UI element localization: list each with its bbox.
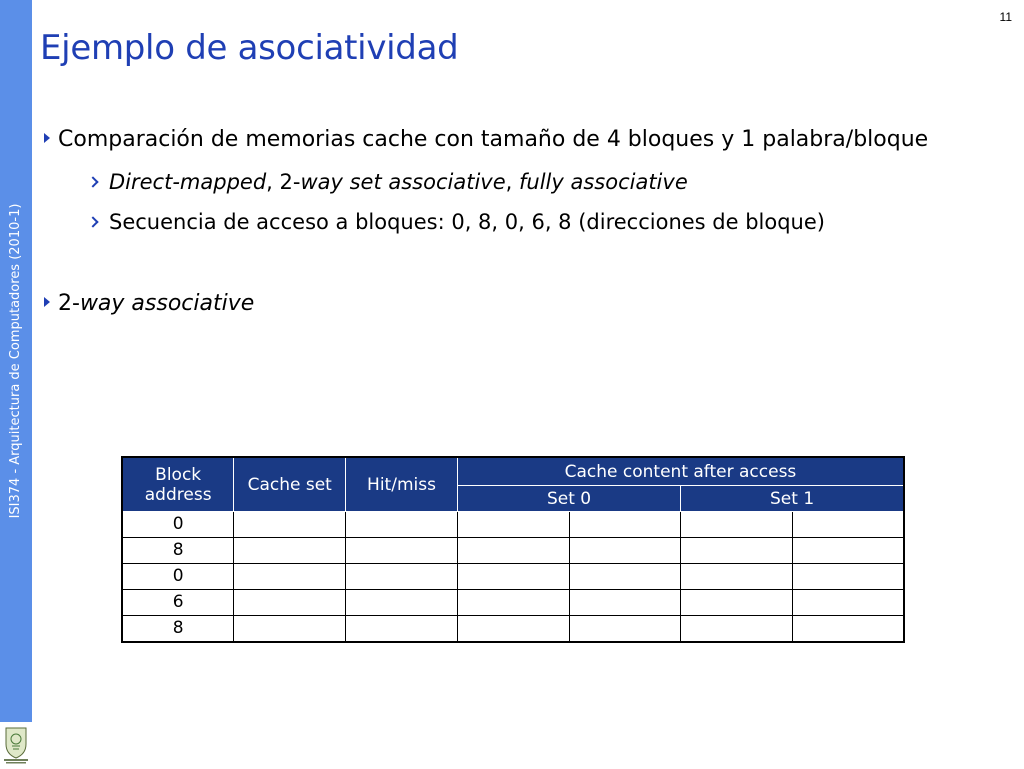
empty-cell — [792, 616, 904, 643]
empty-cell — [457, 564, 569, 590]
chevron-right-icon — [87, 216, 98, 227]
block-address-cell: 6 — [122, 590, 234, 616]
direct-mapped-text: Direct-mapped — [109, 170, 267, 194]
empty-cell — [234, 564, 346, 590]
course-label: ISI374 - Arquitectura de Computadores (2010-1) — [8, 203, 23, 519]
page-title: Ejemplo de asociatividad — [40, 28, 459, 68]
empty-cell — [569, 564, 681, 590]
header-set-0: Set 0 — [457, 486, 680, 512]
header-hit-miss: Hit/miss — [346, 457, 458, 512]
empty-cell — [346, 590, 458, 616]
empty-cell — [569, 538, 681, 564]
empty-cell — [346, 616, 458, 643]
sidebar-band — [0, 0, 32, 722]
empty-cell — [569, 512, 681, 538]
triangle-bullet-icon — [44, 133, 50, 143]
bullet-text: Secuencia de acceso a bloques: 0, 8, 0, 6, 8 (direcciones de bloque) — [109, 210, 825, 234]
empty-cell — [681, 616, 793, 643]
empty-cell — [346, 564, 458, 590]
block-address-cell: 8 — [122, 616, 234, 643]
sub-bullet-sequence — [91, 207, 825, 237]
header-set-1: Set 1 — [681, 486, 904, 512]
slide-number: 11 — [999, 10, 1012, 24]
table-row — [122, 564, 904, 590]
empty-cell — [346, 538, 458, 564]
bullet-comparison — [44, 125, 928, 155]
fully-associative-text: fully associative — [519, 170, 688, 194]
header-cache-content: Cache content after access — [457, 457, 904, 486]
empty-cell — [681, 512, 793, 538]
empty-cell — [569, 616, 681, 643]
chevron-right-icon — [87, 176, 98, 187]
empty-cell — [457, 590, 569, 616]
triangle-bullet-icon — [44, 297, 50, 307]
separator-text: , 2- — [266, 170, 301, 194]
table-row — [122, 538, 904, 564]
separator-text: , — [505, 170, 519, 194]
block-address-cell: 0 — [122, 512, 234, 538]
table-row — [122, 616, 904, 643]
set-associative-text: way set associative — [300, 170, 506, 194]
empty-cell — [569, 590, 681, 616]
empty-cell — [234, 590, 346, 616]
table-row — [122, 512, 904, 538]
empty-cell — [792, 564, 904, 590]
empty-cell — [234, 538, 346, 564]
empty-cell — [681, 538, 793, 564]
bullet-italic: way associative — [79, 291, 255, 316]
bullet-text: Comparación de memorias cache con tamaño de 4 bloques y 1 palabra/bloque — [58, 127, 929, 152]
empty-cell — [234, 512, 346, 538]
table-row — [122, 590, 904, 616]
sub-bullet-mappings — [91, 167, 688, 197]
empty-cell — [792, 538, 904, 564]
empty-cell — [346, 512, 458, 538]
empty-cell — [681, 590, 793, 616]
header-cache-set: Cache set — [234, 457, 346, 512]
bullet-two-way — [44, 289, 254, 319]
empty-cell — [457, 616, 569, 643]
block-address-cell: 0 — [122, 564, 234, 590]
empty-cell — [457, 538, 569, 564]
header-block-address: Block address — [122, 457, 234, 512]
empty-cell — [792, 590, 904, 616]
bullet-prefix: 2- — [58, 291, 80, 316]
cache-table — [121, 456, 905, 643]
empty-cell — [234, 616, 346, 643]
empty-cell — [457, 512, 569, 538]
empty-cell — [792, 512, 904, 538]
block-address-cell: 8 — [122, 538, 234, 564]
university-seal-icon — [2, 726, 30, 764]
empty-cell — [681, 564, 793, 590]
